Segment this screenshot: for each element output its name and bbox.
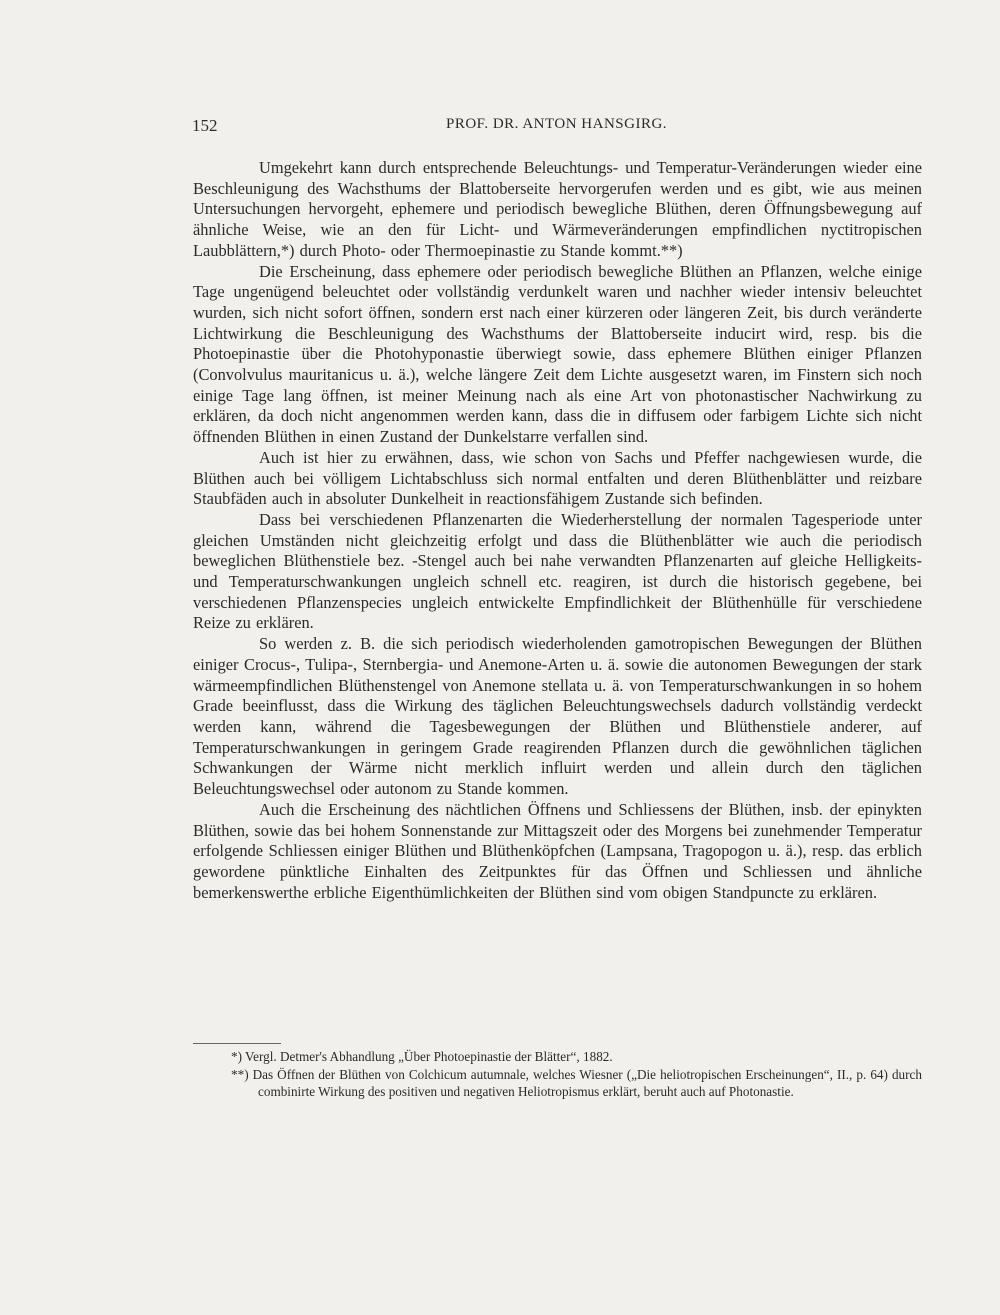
paragraph: Auch ist hier zu erwähnen, dass, wie schon von Sachs und Pfeffer nachgewiesen wurde, die Blüthen auch bei völligem Lichtabschluss sich normal entfalten und deren Blüthenblätter und reizbare Staubfäden auch in absoluter Dunkelheit in reactionsfähigem Zustande sich befinden. [193, 447, 922, 509]
footnote: *) Vergl. Detmer's Abhandlung „Über Photoepinastie der Blätter“, 1882. [231, 1049, 613, 1064]
running-head: PROF. DR. ANTON HANSGIRG. [446, 116, 668, 132]
paragraph: Umgekehrt kann durch entsprechende Beleuchtungs- und Temperatur-Veränderungen wieder eine Beschleunigung des Wachsthums der Blattoberseite hervorgerufen werden und es gibt, wie aus meinen Untersuchungen hervorgeht, ephemere und periodisch bewegliche Blüthen, deren Öffnungsbewegung auf ähnliche Weise, wie an den für Licht- und Wärmeveränderungen empfindlichen nyctitropischen Laubblättern,*) durch Photo- oder Thermoepinastie zu Stande kommt.**) [193, 158, 922, 260]
footnote: **) Das Öffnen der Blüthen von Colchicum autumnale, welches Wiesner („Die heliotropischen Erscheinungen“, II., p. 64) durch combinirte Wirkung des positiven und negativen Heliotropismus erklärt, beruht auch auf Photonastie. [231, 1066, 922, 1099]
paragraph: Dass bei verschiedenen Pflanzenarten die Wiederherstellung der normalen Tagesperiode unter gleichen Umständen nicht gleichzeitig erfolgt und dass die Blüthenblätter wie auch die periodisch beweglichen Blüthenstiele bez. -Stengel auch bei nahe verwandten Pflanzenarten auf gleiche Helligkeits- und Temperaturschwankungen ungleich schnell etc. reagiren, ist durch die historisch gegebene, bei verschiedenen Pflanzenspecies ungleich entwickelte Empfindlichkeit der Blüthenhülle für verschiedene Reize zu erklären. [193, 509, 922, 633]
page-header [192, 116, 922, 138]
page-number: 152 [192, 116, 218, 135]
paragraph: Die Erscheinung, dass ephemere oder periodisch bewegliche Blüthen an Pflanzen, welche einige Tage ungenügend beleuchtet oder vollständig verdunkelt waren und nachher wieder intensiv beleuchtet wurden, sich nicht sofort öffnen, sondern erst nach einer kürzeren oder längeren Zeit, bis durch veränderte Lichtwirkung die Beschleunigung des Wachsthums der Blattoberseite inducirt wird, resp. bis die Photoepinastie über die Photohyponastie überwiegt sowie, dass ephemere Blüthen einiger Pflanzen (Convolvulus mauritanicus u. ä.), welche längere Zeit dem Lichte ausgesetzt waren, im Finstern sich noch einige Tage lang öffnen, ist meiner Meinung nach als eine Art von photonastischer Nachwirkung zu erklären, da doch nicht angenommen werden kann, dass die in diffusem oder farbigem Lichte sich nicht öffnenden Blüthen in einen Zustand der Dunkelstarre verfallen sind. [193, 261, 922, 447]
footnotes [193, 1043, 922, 1101]
paragraph: Auch die Erscheinung des nächtlichen Öffnens und Schliessens der Blüthen, insb. der epinykten Blüthen, sowie das bei hohem Sonnenstande zur Mittagszeit oder des Morgens bei zunehmender Temperatur erfolgende Schliessen einiger Blüthen und Blüthenköpfchen (Lampsana, Tragopogon u. ä.), resp. das erblich gewordene pünktliche Einhalten des Zeitpunktes für das Öffnen und Schliessen und ähnliche bemerkenswerthe erbliche Eigenthümlichkeiten der Blüthen sind vom obigen Standpuncte zu erklären. [193, 799, 922, 902]
paragraph: So werden z. B. die sich periodisch wiederholenden gamotropischen Bewegungen der Blüthen einiger Crocus-, Tulipa-, Sternbergia- und Anemone-Arten u. ä. sowie die autonomen Bewegungen der stark wärmeempfindlichen Blüthenstengel von Anemone stellata u. ä. von Temperaturschwankungen in so hohem Grade beeinflusst, dass die Wirkung des täglichen Beleuchtungswechsels dadurch vollständig verdeckt werden kann, während die Tagesbewegungen der Blüthen und Blüthenstiele anderer, auf Temperaturschwankungen in geringem Grade reagirenden Pflanzen durch die gewöhnlichen täglichen Schwankungen der Wärme nicht merklich influirt werden und allein durch den täglichen Beleuchtungswechsel oder autonom zu Stande kommen. [193, 634, 922, 799]
body-text [193, 158, 922, 903]
footnote-rule [193, 1043, 281, 1044]
